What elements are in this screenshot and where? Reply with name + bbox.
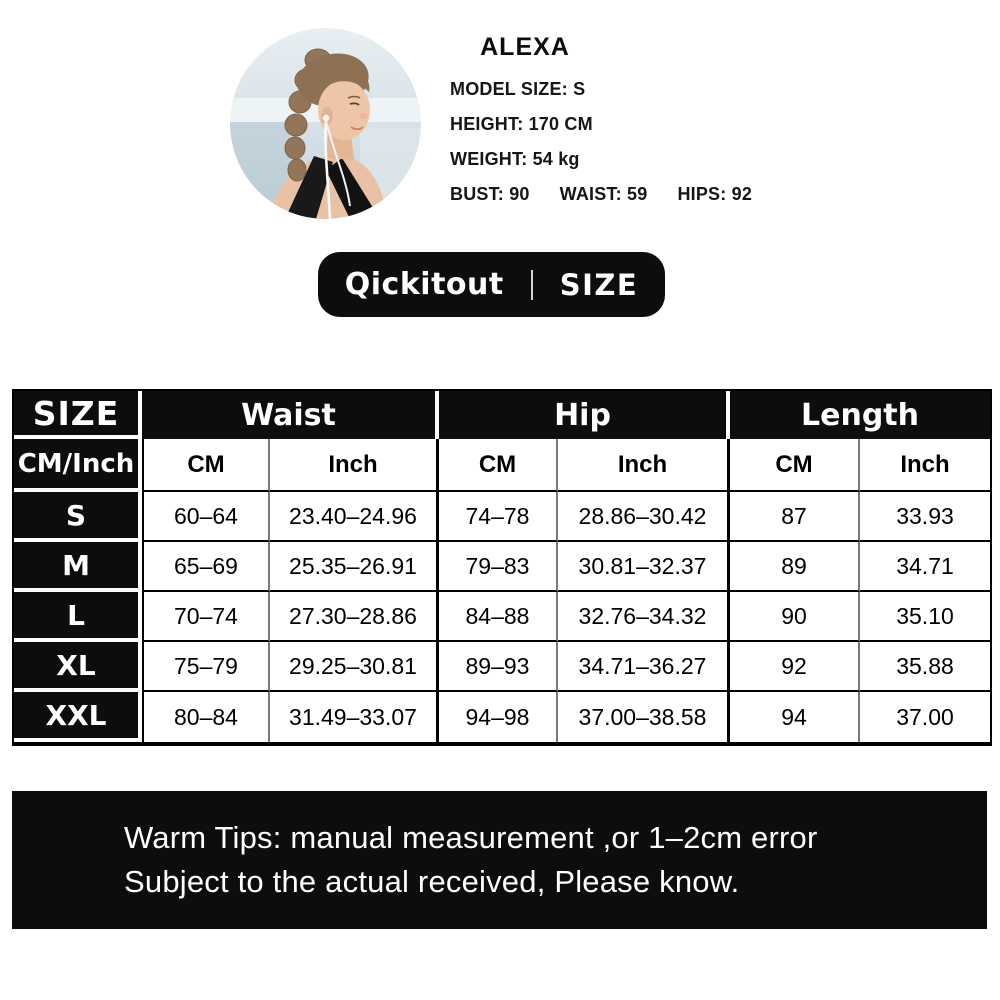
cell-hip-cm: 94–98 <box>439 692 558 742</box>
cell-length-cm: 94 <box>730 692 860 742</box>
column-group-waist: Waist <box>142 391 439 439</box>
cell-length-cm: 92 <box>730 642 860 692</box>
cell-length-inch: 35.88 <box>860 642 990 692</box>
subheader-waist-inch: Inch <box>270 439 439 492</box>
cell-waist-cm: 80–84 <box>142 692 270 742</box>
warm-tips-banner <box>12 791 987 929</box>
model-portrait-illustration <box>230 28 421 219</box>
cell-waist-cm: 70–74 <box>142 592 270 642</box>
model-waist: WAIST: 59 <box>559 184 648 204</box>
cell-waist-cm: 60–64 <box>142 492 270 542</box>
cell-length-cm: 89 <box>730 542 860 592</box>
cell-hip-inch: 37.00–38.58 <box>558 692 730 742</box>
subheader-length-inch: Inch <box>860 439 990 492</box>
cell-waist-inch: 31.49–33.07 <box>270 692 439 742</box>
model-height-line: HEIGHT: 170 CM <box>450 114 593 134</box>
cell-length-inch: 35.10 <box>860 592 990 642</box>
model-name: ALEXA <box>480 33 570 61</box>
table-row-l <box>14 592 990 642</box>
cell-hip-inch: 28.86–30.42 <box>558 492 730 542</box>
cell-hip-cm: 89–93 <box>439 642 558 692</box>
cell-hip-inch: 34.71–36.27 <box>558 642 730 692</box>
cell-length-inch: 34.71 <box>860 542 990 592</box>
warm-tips-line-2: Subject to the actual received, Please know. <box>124 864 740 899</box>
column-group-length: Length <box>730 391 990 439</box>
cell-hip-cm: 79–83 <box>439 542 558 592</box>
brand-size-badge <box>318 252 665 317</box>
table-header-row <box>14 391 990 439</box>
size-chart <box>12 389 992 746</box>
cell-length-cm: 87 <box>730 492 860 542</box>
warm-tips-line-1: Warm Tips: manual measurement ,or 1–2cm error <box>124 820 818 855</box>
model-measurements <box>450 184 752 205</box>
subheader-waist-cm: CM <box>142 439 270 492</box>
table-row-m <box>14 542 990 592</box>
cell-waist-inch: 27.30–28.86 <box>270 592 439 642</box>
cell-hip-inch: 32.76–34.32 <box>558 592 730 642</box>
table-row-xl <box>14 642 990 692</box>
cell-hip-cm: 84–88 <box>439 592 558 642</box>
column-group-hip: Hip <box>439 391 730 439</box>
size-label: L <box>14 592 142 642</box>
cell-waist-inch: 23.40–24.96 <box>270 492 439 542</box>
model-size-line: MODEL SIZE: S <box>450 79 586 99</box>
subheader-length-cm: CM <box>730 439 860 492</box>
size-label: XL <box>14 642 142 692</box>
size-chart-table <box>14 391 990 742</box>
subheader-hip-cm: CM <box>439 439 558 492</box>
cell-waist-inch: 29.25–30.81 <box>270 642 439 692</box>
cell-waist-cm: 75–79 <box>142 642 270 692</box>
subheader-hip-inch: Inch <box>558 439 730 492</box>
cell-hip-cm: 74–78 <box>439 492 558 542</box>
units-label: CM/Inch <box>14 439 142 492</box>
badge-size-label: SIZE <box>559 267 639 302</box>
model-photo <box>230 28 421 219</box>
table-row-xxl <box>14 692 990 742</box>
size-label: M <box>14 542 142 592</box>
cell-hip-inch: 30.81–32.37 <box>558 542 730 592</box>
brand-name: Qickitout <box>344 267 504 302</box>
table-subheader-row <box>14 439 990 492</box>
model-bust: BUST: 90 <box>450 184 530 204</box>
corner-size-label: SIZE <box>14 391 142 439</box>
divider-line <box>531 270 533 300</box>
model-hips: HIPS: 92 <box>677 184 753 204</box>
cell-length-inch: 37.00 <box>860 692 990 742</box>
cell-waist-inch: 25.35–26.91 <box>270 542 439 592</box>
cell-length-inch: 33.93 <box>860 492 990 542</box>
size-label: XXL <box>14 692 142 742</box>
cell-length-cm: 90 <box>730 592 860 642</box>
size-label: S <box>14 492 142 542</box>
table-row-s <box>14 492 990 542</box>
model-weight-line: WEIGHT: 54 kg <box>450 149 580 169</box>
cell-waist-cm: 65–69 <box>142 542 270 592</box>
